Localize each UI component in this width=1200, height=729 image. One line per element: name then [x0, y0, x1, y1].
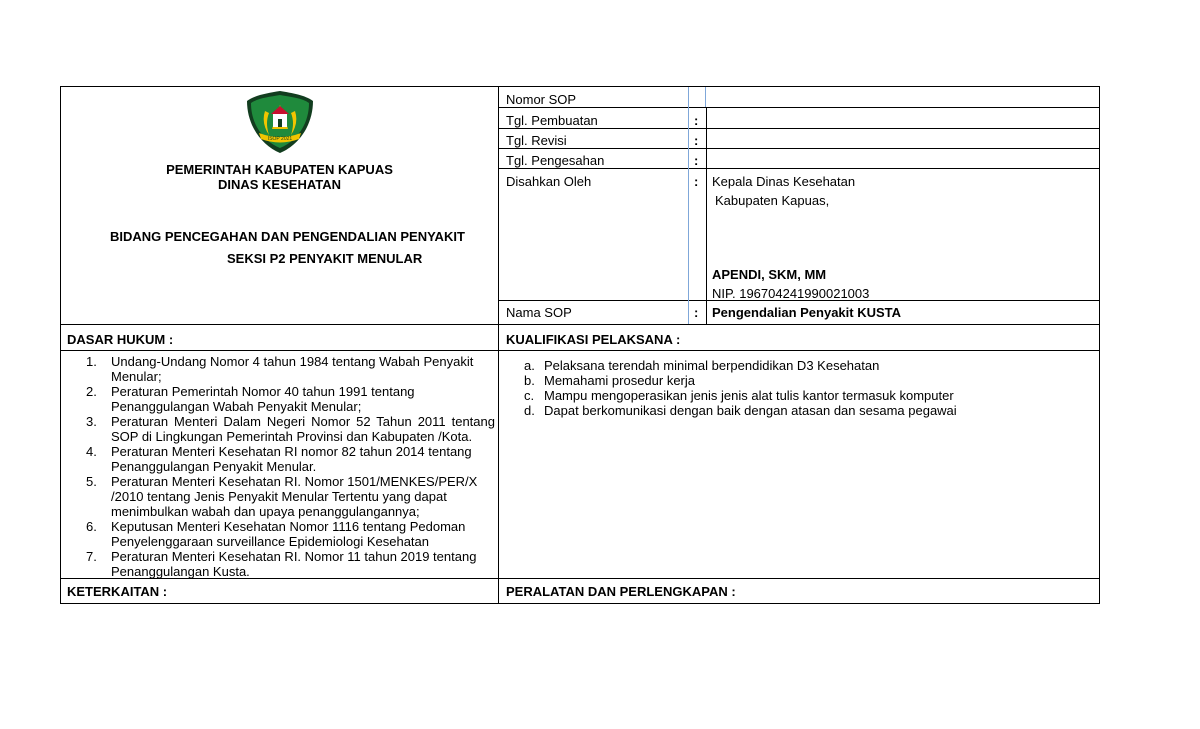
list-item-line: Menular; [111, 369, 162, 384]
list-item-number: 7. [86, 549, 97, 564]
row-divider [61, 350, 1099, 351]
row-divider [498, 168, 1100, 169]
agency-name: DINAS KESEHATAN [217, 177, 342, 192]
column-divider [498, 87, 499, 603]
list-item-line: Peraturan Menteri Kesehatan RI. Nomor 1501/MENKES/PER/X [111, 474, 478, 489]
logo-motto: ISOP 2021 [267, 136, 293, 142]
dasar-hukum-heading: DASAR HUKUM : [67, 332, 174, 347]
tgl-pengesahan-label: Tgl. Pengesahan [506, 153, 605, 168]
list-item-line: Keputusan Menteri Kesehatan Nomor 1116 tentang Pedoman [111, 519, 466, 534]
tgl-pembuatan-label: Tgl. Pembuatan [506, 113, 598, 128]
kapuas-regency-logo [245, 89, 315, 155]
list-item-text: Pelaksana terendah minimal berpendidikan D3 Kesehatan [544, 358, 880, 373]
row-divider [61, 324, 1099, 325]
nama-sop-label: Nama SOP [506, 305, 572, 320]
tgl-revisi-colon: : [694, 133, 699, 148]
list-item-letter: d. [524, 403, 535, 418]
list-item [61, 354, 495, 384]
list-item [498, 358, 1098, 373]
nama-sop-colon: : [694, 305, 699, 320]
list-item-number: 6. [86, 519, 97, 534]
tgl-pembuatan-colon: : [694, 113, 699, 128]
list-item [498, 388, 1098, 403]
colon-guide-line [705, 87, 706, 107]
list-item [61, 519, 495, 549]
tgl-pengesahan-colon: : [694, 153, 699, 168]
list-item-line: Penanggulangan Penyakit Menular. [111, 459, 317, 474]
tgl-revisi-value[interactable] [708, 129, 1098, 148]
list-item [61, 444, 495, 474]
logo-door [278, 119, 282, 127]
value-column-divider [706, 107, 707, 324]
peralatan-heading: PERALATAN DAN PERLENGKAPAN : [506, 584, 736, 599]
disahkan-oleh-label: Disahkan Oleh [506, 174, 592, 189]
list-item-text: Mampu mengoperasikan jenis jenis alat tulis kantor termasuk komputer [544, 388, 954, 403]
list-item-line: Peraturan Pemerintah Nomor 40 tahun 1991 tentang [111, 384, 415, 399]
list-item [61, 384, 495, 414]
dasar-hukum-list [61, 354, 495, 579]
list-item-line: Peraturan Menteri Dalam Negeri Nomor 52 Tahun 2011 tentang [111, 414, 495, 429]
nama-sop-value: Pengendalian Penyakit KUSTA [712, 305, 902, 320]
list-item-text: Dapat berkomunikasi dengan baik dengan atasan dan sesama pegawai [544, 403, 957, 418]
disahkan-oleh-colon: : [694, 174, 699, 189]
list-item-letter: a. [524, 358, 535, 373]
list-item [61, 474, 495, 519]
list-item-letter: b. [524, 373, 535, 388]
keterkaitan-heading: KETERKAITAN : [67, 584, 168, 599]
list-item-line: Peraturan Menteri Kesehatan RI. Nomor 11 tahun 2019 tentang [111, 549, 477, 564]
tgl-pembuatan-value[interactable] [708, 108, 1098, 128]
list-item-line: Penanggulangan Kusta. [111, 564, 250, 579]
section-name: SEKSI P2 PENYAKIT MENULAR [227, 251, 423, 266]
list-item-number: 3. [86, 414, 97, 429]
approver-title: Kepala Dinas Kesehatan [712, 174, 856, 189]
list-item-number: 4. [86, 444, 97, 459]
list-item-number: 2. [86, 384, 97, 399]
list-item-letter: c. [524, 388, 535, 403]
list-item-number: 1. [86, 354, 97, 369]
list-item-text: Memahami prosedur kerja [544, 373, 696, 388]
approver-region: Kabupaten Kapuas, [715, 193, 830, 208]
list-item-line: Penanggulangan Wabah Penyakit Menular; [111, 399, 362, 414]
list-item-number: 5. [86, 474, 97, 489]
list-item [61, 414, 495, 444]
colon-guide-line [688, 87, 689, 324]
list-item-line: SOP di Lingkungan Pemerintah Provinsi dan Kabupaten /Kota. [111, 429, 473, 444]
list-item [61, 549, 495, 579]
tgl-revisi-label: Tgl. Revisi [506, 133, 567, 148]
tgl-pengesahan-value[interactable] [708, 149, 1098, 168]
list-item-line: Undang-Undang Nomor 4 tahun 1984 tentang Wabah Penyakit [111, 354, 474, 369]
government-name: PEMERINTAH KABUPATEN KAPUAS [166, 162, 393, 177]
sop-document [60, 86, 1100, 604]
list-item-line: Peraturan Menteri Kesehatan RI nomor 82 tahun 2014 tentang [111, 444, 472, 459]
nomor-sop-label: Nomor SOP [506, 92, 577, 107]
division-name: BIDANG PENCEGAHAN DAN PENGENDALIAN PENYAKIT [110, 229, 465, 244]
kualifikasi-heading: KUALIFIKASI PELAKSANA : [506, 332, 681, 347]
list-item-line: /2010 tentang Jenis Penyakit Menular Tertentu yang dapat [111, 489, 447, 504]
kualifikasi-list [498, 358, 1098, 418]
list-item [498, 403, 1098, 418]
list-item-line: menimbulkan wabah dan upaya penanggulangannya; [111, 504, 420, 519]
list-item [498, 373, 1098, 388]
list-item-line: Penyelenggaraan surveillance Epidemiologi Kesehatan [111, 534, 429, 549]
approver-name: APENDI, SKM, MM [712, 267, 827, 282]
approver-nip: NIP. 196704241990021003 [712, 286, 870, 301]
